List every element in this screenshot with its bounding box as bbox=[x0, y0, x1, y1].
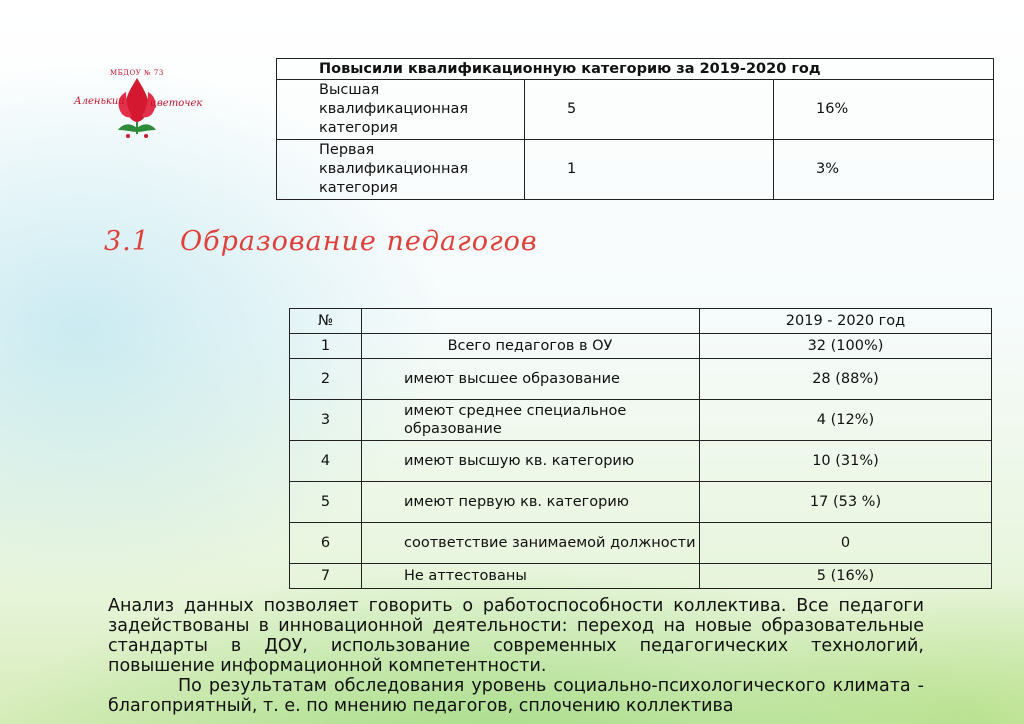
count-cell: 1 bbox=[525, 140, 774, 200]
table-header-row bbox=[290, 309, 992, 334]
table-row bbox=[290, 400, 992, 441]
num-cell: 2 bbox=[290, 359, 362, 400]
table-row bbox=[290, 482, 992, 523]
section-title: Образование педагогов bbox=[179, 226, 538, 257]
value-cell: 10 (31%) bbox=[700, 441, 992, 482]
num-cell: 4 bbox=[290, 441, 362, 482]
num-cell: 1 bbox=[290, 334, 362, 359]
label-cell: Всего педагогов в ОУ bbox=[362, 334, 700, 359]
label-cell: имеют среднее специальное образование bbox=[362, 400, 700, 441]
count-cell: 5 bbox=[525, 80, 774, 140]
table-row bbox=[277, 80, 994, 140]
value-cell: 0 bbox=[700, 523, 992, 564]
education-table bbox=[289, 308, 992, 589]
value-cell: 4 (12%) bbox=[700, 400, 992, 441]
table-row bbox=[290, 523, 992, 564]
category-cell: Первая квалификационная категория bbox=[277, 140, 525, 200]
num-header: № bbox=[290, 309, 362, 334]
paragraph-text: По результатам обследования уровень социально-психологического климата - благоприятный, т. е. по мнению педагогов, сплочению коллектива bbox=[108, 676, 924, 716]
value-cell: 28 (88%) bbox=[700, 359, 992, 400]
table-row bbox=[290, 564, 992, 589]
percent-cell: 3% bbox=[774, 140, 994, 200]
section-heading bbox=[104, 226, 538, 257]
label-cell: соответствие занимаемой должности bbox=[362, 523, 700, 564]
value-cell: 17 (53 %) bbox=[700, 482, 992, 523]
qualification-table bbox=[276, 58, 994, 200]
logo-right-word: цветочек bbox=[150, 98, 203, 109]
num-cell: 5 bbox=[290, 482, 362, 523]
value-cell: 5 (16%) bbox=[700, 564, 992, 589]
table-row bbox=[277, 140, 994, 200]
label-cell: имеют высшее образование bbox=[362, 359, 700, 400]
logo-left-word: Аленький bbox=[74, 96, 125, 107]
table-row bbox=[290, 359, 992, 400]
year-header: 2019 - 2020 год bbox=[700, 309, 992, 334]
logo-top-text: МБДОУ № 73 bbox=[110, 69, 164, 77]
value-cell: 32 (100%) bbox=[700, 334, 992, 359]
table-row bbox=[290, 441, 992, 482]
percent-cell: 16% bbox=[774, 80, 994, 140]
num-cell: 6 bbox=[290, 523, 362, 564]
paragraph-text: Анализ данных позволяет говорить о работоспособности коллектива. Все педагоги задействованы в инновационной деятельности: переход на новые образовательные стандарты в ДОУ, использование современных педагогических технологий, повышение информационной компетентности. bbox=[108, 596, 924, 676]
label-header bbox=[362, 309, 700, 334]
section-number: 3.1 bbox=[104, 226, 150, 257]
category-cell: Высшая квалификационная категория bbox=[277, 80, 525, 140]
qualification-table-title: Повысили квалификационную категорию за 2019-2020 год bbox=[277, 59, 994, 80]
analysis-paragraph bbox=[108, 596, 924, 716]
table-row bbox=[290, 334, 992, 359]
label-cell: Не аттестованы bbox=[362, 564, 700, 589]
label-cell: имеют первую кв. категорию bbox=[362, 482, 700, 523]
num-cell: 3 bbox=[290, 400, 362, 441]
num-cell: 7 bbox=[290, 564, 362, 589]
label-cell: имеют высшую кв. категорию bbox=[362, 441, 700, 482]
